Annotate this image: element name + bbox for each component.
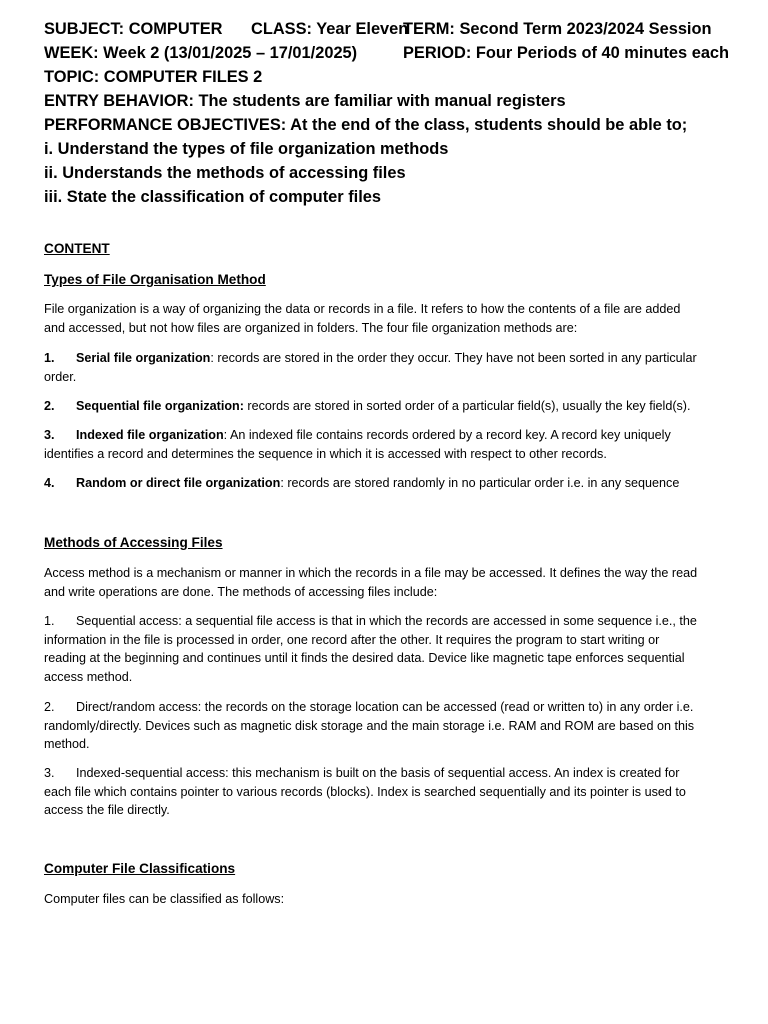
list-text: Sequential access: a sequential file access is that in which the records are accessed in some sequence i.e., the information in the file is processed in order, one record after the other. It requires the program to start writing or reading at the beginning and continues until it finds the desired data. Device like magnetic tape enforces sequential access method.	[44, 614, 697, 685]
list-number: 2.	[44, 700, 55, 714]
list-item	[44, 474, 704, 493]
list-text: records are stored in sorted order of a particular field(s), usually the key field(s).	[243, 399, 691, 413]
objective-item: ii. Understands the methods of accessing files	[44, 164, 406, 182]
entry-behavior: ENTRY BEHAVIOR: The students are familiar with manual registers	[44, 92, 566, 110]
list-term: Sequential file organization:	[76, 399, 244, 413]
list-number: 1.	[44, 614, 55, 628]
week-label: WEEK: Week 2 (13/01/2025 – 17/01/2025)	[44, 44, 358, 62]
classifications-heading: Computer File Classifications	[44, 861, 236, 876]
objective-item: i. Understand the types of file organization methods	[44, 140, 449, 158]
topic-label: TOPIC: COMPUTER FILES 2	[44, 68, 263, 86]
file-organisation-heading: Types of File Organisation Method	[44, 272, 266, 287]
list-item	[44, 426, 704, 463]
list-text: Direct/random access: the records on the storage location can be accessed (read or written to) in any order i.e. randomly/directly. Devices such as magnetic disk storage and the main storage i.e. RAM and ROM are based on this method.	[44, 700, 695, 752]
list-number: 4.	[44, 476, 55, 490]
period-label: PERIOD: Four Periods of 40 minutes each	[403, 44, 730, 62]
header-row-week	[44, 43, 729, 63]
accessing-files-heading: Methods of Accessing Files	[44, 535, 223, 550]
list-item	[44, 698, 704, 754]
file-organisation-intro: File organization is a way of organizing the data or records in a file. It refers to how the contents of a file are added and accessed, but not how files are organized in folders. The four file organization methods are:	[44, 302, 681, 335]
list-text: : records are stored in the order they occur. They have not been sorted in any particular order.	[44, 351, 697, 384]
list-number: 1.	[44, 351, 55, 365]
list-number: 2.	[44, 399, 55, 413]
list-text: : An indexed file contains records ordered by a record key. A record key uniquely identifies a record and determines the sequence in which it is accessed with respect to other records.	[44, 428, 671, 461]
list-item	[44, 349, 704, 386]
list-item	[44, 397, 704, 416]
list-text: Indexed-sequential access: this mechanism is built on the basis of sequential access. An index is created for each file which contains pointer to various records (blocks). Index is searched sequentially and its pointer is used to access the file directly.	[44, 766, 686, 818]
subject-label: SUBJECT: COMPUTER	[44, 20, 223, 38]
performance-objectives: PERFORMANCE OBJECTIVES: At the end of the class, students should be able to;	[44, 116, 688, 134]
list-number: 3.	[44, 428, 55, 442]
list-item	[44, 764, 704, 820]
class-label: CLASS: Year Eleven	[251, 20, 409, 38]
list-number: 3.	[44, 766, 55, 780]
list-term: Serial file organization	[76, 351, 211, 365]
list-term: Random or direct file organization	[76, 476, 281, 490]
list-term: Indexed file organization	[76, 428, 224, 442]
accessing-files-intro: Access method is a mechanism or manner in which the records in a file may be accessed. It defines the way the read and write operations are done. The methods of accessing files include:	[44, 566, 698, 599]
list-text: : records are stored randomly in no particular order i.e. in any sequence	[280, 476, 680, 490]
list-item	[44, 612, 704, 687]
objective-item: iii. State the classification of computer files	[44, 188, 382, 206]
classifications-intro: Computer files can be classified as follows:	[44, 892, 285, 906]
header-row-subject	[44, 19, 712, 39]
content-heading: CONTENT	[44, 241, 110, 256]
term-label: TERM: Second Term 2023/2024 Session	[403, 20, 712, 38]
